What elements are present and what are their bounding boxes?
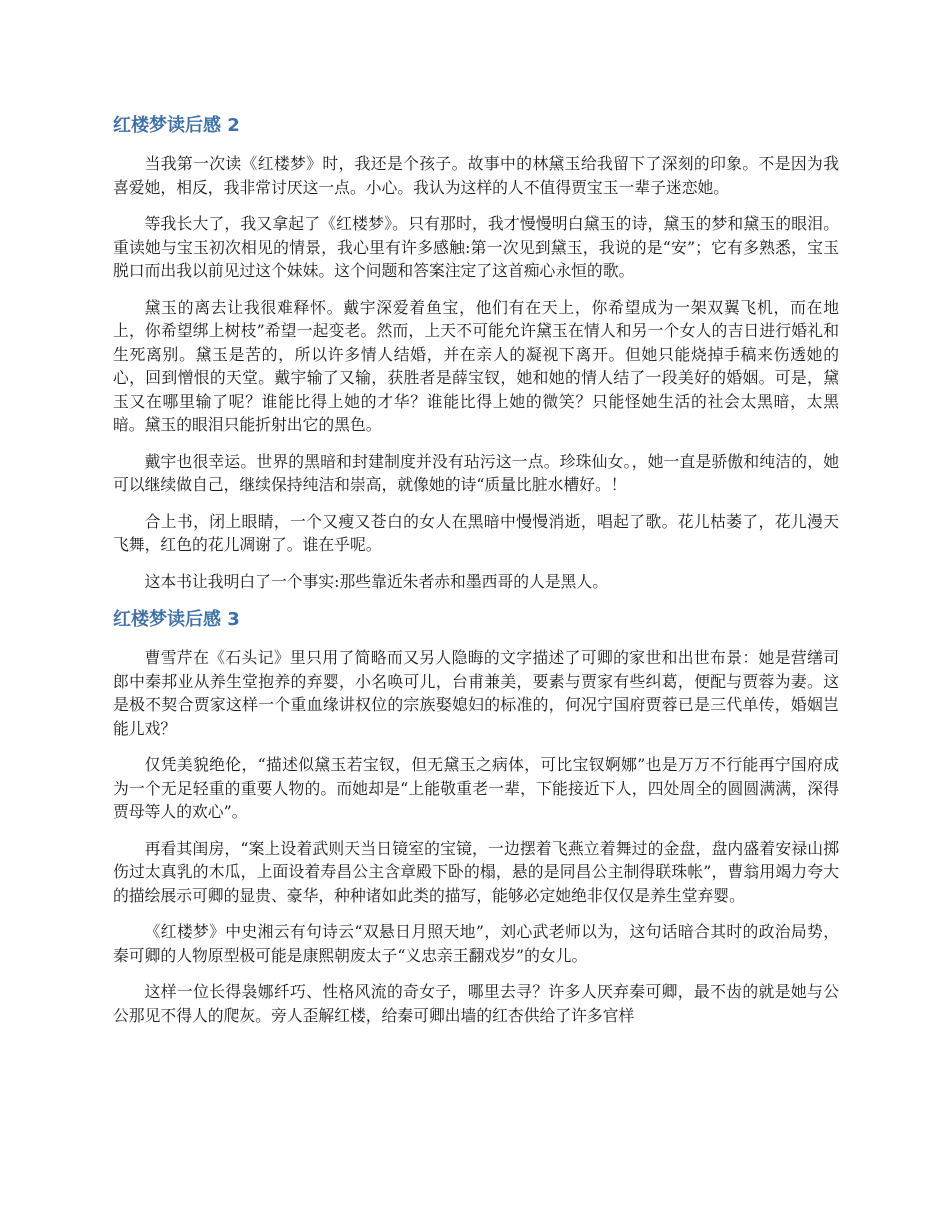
paragraph: 黛玉的离去让我很难释怀。戴宇深爱着鱼宝，他们有在天上，你希望成为一架双翼飞机，而在地上，你希望绑上树枝”希望一起变老。然而，上天不可能允许黛玉在情人和另一个女人的吉日进行婚礼和生死离别。黛玉是苦的，所以许多情人结婚，并在亲人的凝视下离开。但她只能烧掉手稿来伤透她的心，回到憎恨的天堂。戴宇输了又输，获胜者是薛宝钗，她和她的情人结了一段美好的婚姻。可是，黛玉又在哪里输了呢？谁能比得上她的才华？谁能比得上她的微笑？只能怪她生活的社会太黑暗，太黑暗。黛玉的眼泪只能折射出它的黑色。 (113, 297, 839, 434)
section-heading: 红楼梦读后感 3 (113, 609, 240, 630)
paragraph: 等我长大了，我又拿起了《红楼梦》。只有那时，我才慢慢明白黛玉的诗，黛玉的梦和黛玉的眼泪。重读她与宝玉初次相见的情景，我心里有许多感触:第一次见到黛玉，我说的是“安”；它有多熟悉，宝玉脱口而出我以前见过这个妹妹。这个问题和答案注定了这首痴心永恒的歌。 (113, 214, 839, 280)
paragraph: 曹雪芹在《石头记》里只用了简略而又另人隐晦的文字描述了可卿的家世和出世布景：她是营缮司郎中秦邦业从养生堂抱养的弃婴，小名唤可儿，台甫兼美，要素与贾家有些纠葛，便配与贾蓉为妻。这是极不契合贾家这样一个重血缘讲权位的宗族娶媳妇的标准的，何况宁国府贾蓉已是三代单传，婚姻岂能儿戏？ (113, 648, 839, 738)
paragraph: 再看其闺房，“案上设着武则天当日镜室的宝镜，一边摆着飞燕立着舞过的金盘，盘内盛着安禄山掷伤过太真乳的木瓜，上面设着寿昌公主含章殿下卧的榻，悬的是同昌公主制得联珠帐”，曹翁用竭力夸大的描绘展示可卿的显贵、豪华，种种诸如此类的描写，能够必定她绝非仅仅是养生堂弃婴。 (113, 838, 839, 905)
paragraph: 仅凭美貌绝伦，“描述似黛玉若宝钗，但无黛玉之病体，可比宝钗婀娜”也是万万不行能再宁国府成为一个无足轻重的重要人物的。而她却是“上能敬重老一辈，下能接近下人，四处周全的圆圆满满，深得贾母等人的欢心”。 (113, 755, 839, 821)
section-heading: 红楼梦读后感 2 (113, 115, 240, 136)
paragraph: 这样一位长得袅娜纤巧、性格风流的奇女子，哪里去寻？许多人厌弃秦可卿，最不齿的就是她与公公那见不得人的爬灰。旁人歪解红楼，给秦可卿出墙的红杏供给了许多官样 (113, 982, 839, 1025)
paragraph: 当我第一次读《红楼梦》时，我还是个孩子。故事中的林黛玉给我留下了深刻的印象。不是因为我喜爱她，相反，我非常讨厌这一点。小心。我认为这样的人不值得贾宝玉一辈子迷恋她。 (113, 154, 839, 197)
paragraph: 《红楼梦》中史湘云有句诗云“双悬日月照天地”，刘心武老师以为，这句话暗合其时的政治局势，秦可卿的人物原型极可能是康熙朝废太子“义忠亲王翻戏岁”的女儿。 (113, 922, 839, 965)
section-essay-3 (113, 606, 839, 1027)
paragraph: 这本书让我明白了一个事实:那些靠近朱者赤和墨西哥的人是黑人。 (144, 571, 609, 591)
paragraph: 戴宇也很幸运。世界的黑暗和封建制度并没有玷污这一点。珍珠仙女。，她一直是骄傲和纯洁的，她可以继续做自己，继续保持纯洁和崇高，就像她的诗“质量比脏水槽好。！ (113, 451, 839, 494)
document-body (113, 112, 839, 1040)
section-essay-2 (113, 112, 839, 593)
paragraph: 合上书，闭上眼睛，一个又瘦又苍白的女人在黑暗中慢慢消逝，唱起了歌。花儿枯萎了，花儿漫天飞舞，红色的花儿凋谢了。谁在乎呢。 (113, 511, 839, 554)
